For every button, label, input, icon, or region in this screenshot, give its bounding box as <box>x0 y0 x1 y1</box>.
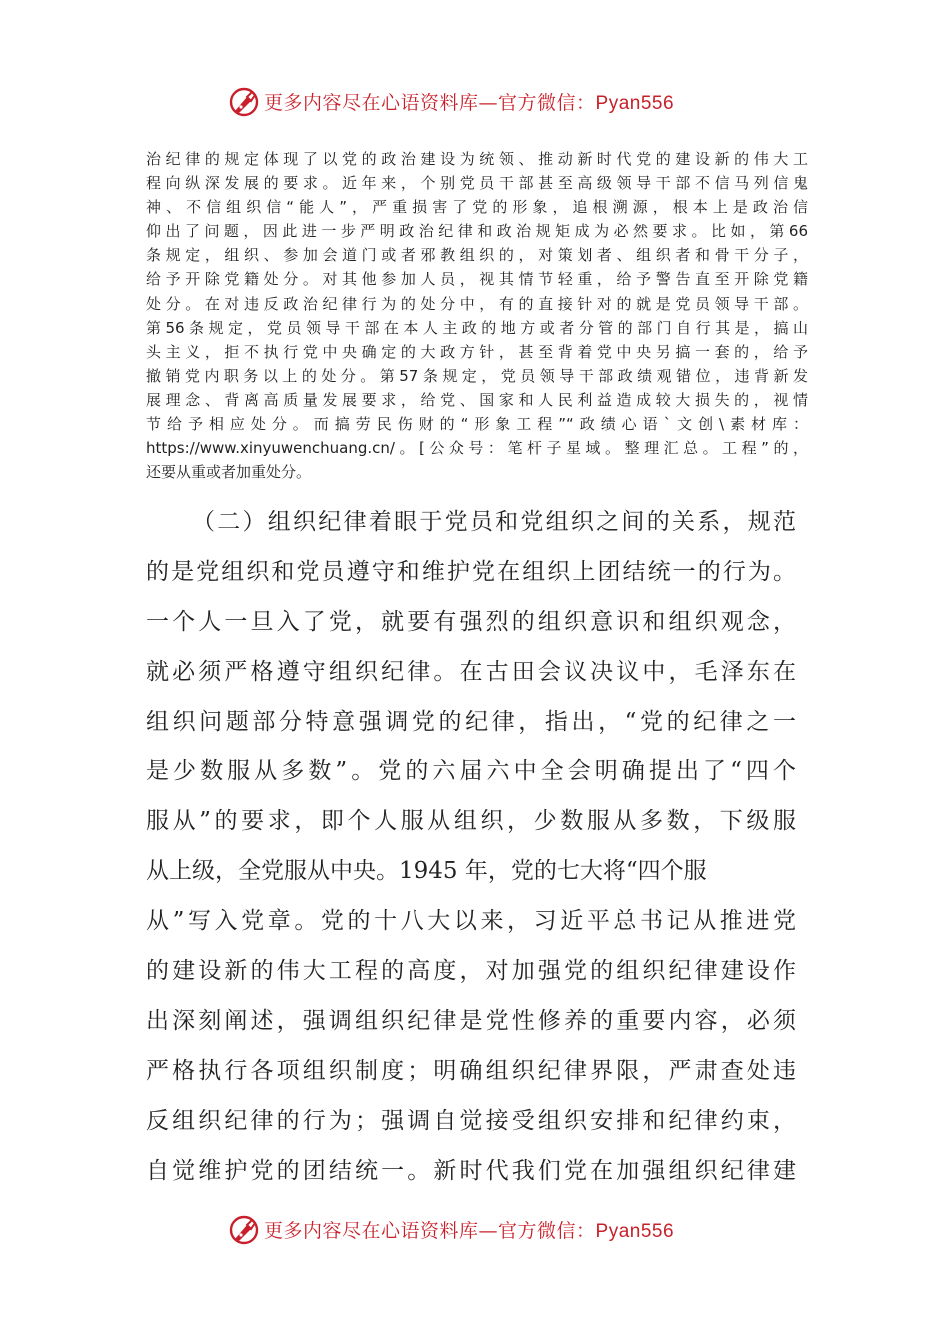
body-line: 组织问题部分特意强调党的纪律，指出，“党的纪律之一 <box>146 708 796 735</box>
note-line: 处分。在对违反政治纪律行为的处分中，有的直接针对的就是党员领导干部。 <box>146 294 808 313</box>
body-line: 的建设新的伟大工程的高度，对加强党的组织纪律建设作 <box>146 958 796 985</box>
note-line: 节给予相应处分。而搞劳民伤财的“形象工程”“政绩心语`文创\素材库： <box>146 415 808 434</box>
note-line: 展理念、背离高质量发展要求，给党、国家和人民利益造成较大损失的，视情 <box>146 390 808 409</box>
header-wechat-handle: Pyan556 <box>595 93 675 114</box>
header-title <box>264 88 674 115</box>
body-line: 服从”的要求，即个人服从组织，少数服从多数，下级服 <box>146 808 796 835</box>
footer-title-text: 更多内容尽在心语资料库—官方微信： <box>264 1220 596 1242</box>
body-line: 出深刻阐述，强调组织纪律是党性修养的重要内容，必须 <box>146 1007 796 1034</box>
body-line: 是少数服从多数”。党的六届六中全会明确提出了“四个 <box>146 758 796 785</box>
body-line: 一个人一旦入了党，就要有强烈的组织意识和组织观念， <box>146 608 796 635</box>
body-line: 自觉维护党的团结统一。新时代我们党在加强组织纪律建 <box>146 1157 796 1184</box>
body-line: 严格执行各项组织制度；明确组织纪律界限，严肃查处违 <box>146 1057 796 1084</box>
body-line: 就必须严格遵守组织纪律。在古田会议决议中，毛泽东在 <box>146 658 796 685</box>
note-paragraph <box>146 147 808 484</box>
footer-banner <box>0 1210 950 1250</box>
header-title-text: 更多内容尽在心语资料库—官方微信： <box>264 92 596 114</box>
body-line: 的是党组织和党员遵守和维护党在组织上团结统一的行为。 <box>146 558 796 585</box>
body-line: 从”写入党章。党的十八大以来，习近平总书记从推进党 <box>146 908 796 935</box>
footer-title <box>264 1216 674 1243</box>
note-line: 撤销党内职务以上的处分。第57条规定，党员领导干部政绩观错位，违背新发 <box>146 366 808 385</box>
footer-wechat-handle: Pyan556 <box>595 1221 675 1242</box>
body-line: （二）组织纪律着眼于党员和党组织之间的关系，规范 <box>192 509 796 535</box>
note-line: 还要从重或者加重处分。 <box>146 463 312 482</box>
note-line-url: https://www.xinyuwenchuang.cn/。[公众号：笔杆子星域。整理汇总。工程”的， <box>146 439 808 458</box>
body-line: 从上级，全党服从中央。1945 年，党的七大将“四个服 <box>146 858 707 885</box>
pen-nib-logo-icon <box>228 1214 260 1246</box>
body-line: 反组织纪律的行为；强调自觉接受组织安排和纪律约束， <box>146 1107 796 1134</box>
note-line: 条规定，组织、参加会道门或者邪教组织的，对策划者、组织者和骨干分子， <box>146 246 808 265</box>
body-paragraph <box>146 498 796 1196</box>
note-line: 治纪律的规定体现了以党的政治建设为统领、推动新时代党的建设新的伟大工 <box>146 150 808 168</box>
note-line: 程向纵深发展的要求。近年来，个别党员干部甚至高级领导干部不信马列信鬼 <box>146 174 808 193</box>
pen-nib-logo-icon <box>228 86 260 118</box>
note-line: 头主义，拒不执行党中央确定的大政方针，甚至背着党中央另搞一套的，给予 <box>146 342 808 361</box>
note-line: 仰出了问题，因此进一步严明政治纪律和政治规矩成为必然要求。比如，第66 <box>146 222 808 241</box>
note-line: 神、不信组织信“能人”，严重损害了党的形象，追根溯源，根本上是政治信 <box>146 198 808 217</box>
header-banner <box>0 82 950 122</box>
note-line: 给予开除党籍处分。对其他参加人员，视其情节轻重，给予警告直至开除党籍 <box>146 270 808 289</box>
note-line: 第56条规定，党员领导干部在本人主政的地方或者分管的部门自行其是，搞山 <box>146 318 808 337</box>
